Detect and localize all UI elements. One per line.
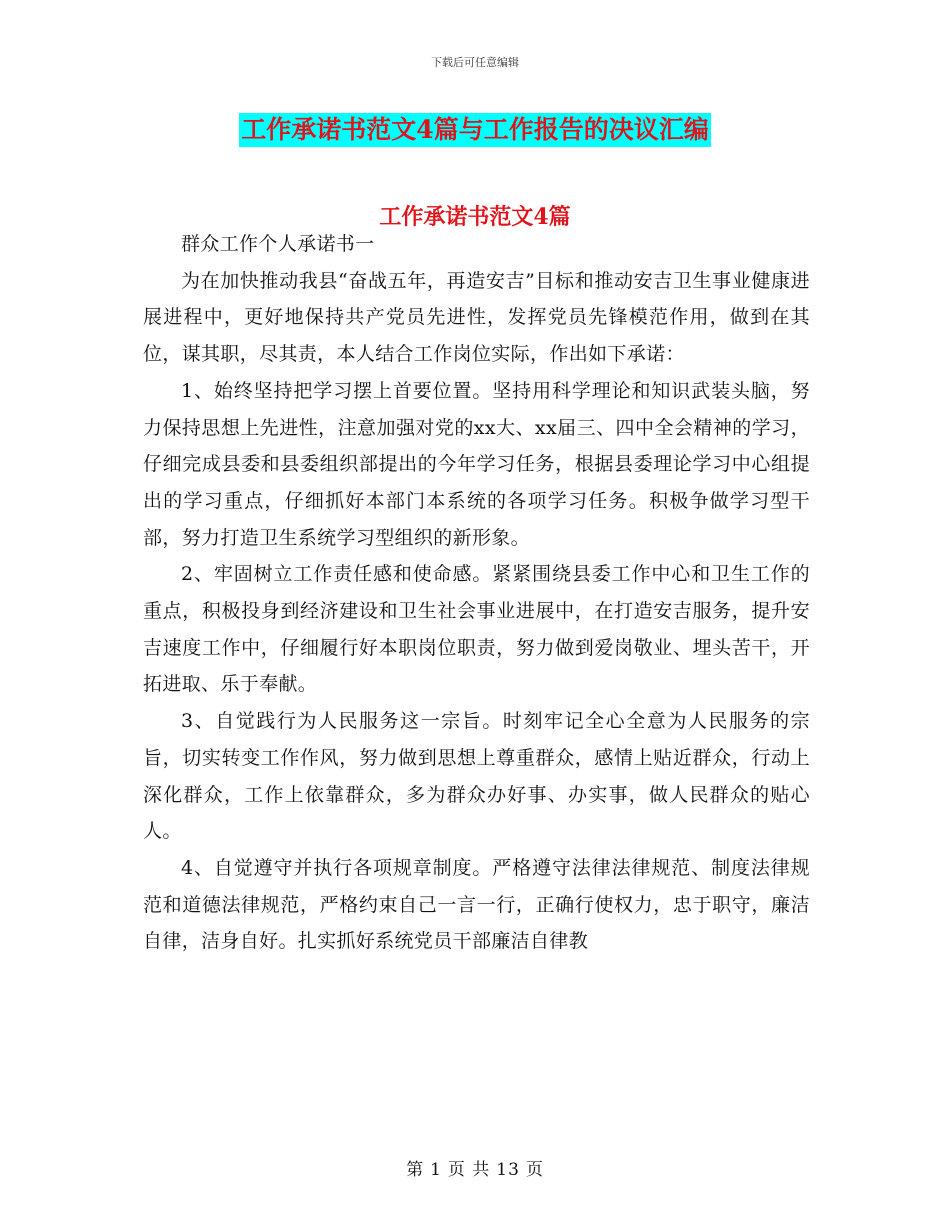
paragraph: 3、自觉践行为人民服务这一宗旨。时刻牢记全心全意为人民服务的宗旨，切实转变工作作风，努力做到思想上尊重群众，感情上贴近群众，行动上深化群众，工作上依靠群众，多为群众办好事、办实事，做人民群众的贴心人。: [143, 710, 810, 843]
page-total: 13: [496, 1160, 520, 1180]
paragraph: 2、牢固树立工作责任感和使命感。紧紧围绕县委工作中心和卫生工作的重点，积极投身到经济建设和卫生社会事业进展中，在打造安吉服务，提升安吉速度工作中，仔细履行好本职岗位职责，努力做到爱岗敬业、埋头苦干，开拓进取、乐于奉献。: [143, 563, 810, 696]
paragraph-heading: 群众工作个人承诺书一: [181, 233, 375, 255]
page-label-suffix: 页: [525, 1160, 544, 1180]
page-label-mid: 页 共: [447, 1160, 491, 1180]
paragraph: 4、自觉遵守并执行各项规章制度。严格遵守法律法律规范、制度法律规范和道德法律规范，严格约束自己一言一行，正确行使权力，忠于职守，廉洁自律，洁身自好。扎实抓好系统党员干部廉洁自律教: [143, 856, 810, 953]
paragraph: 为在加快推动我县“奋战五年，再造安吉”目标和推动安吉卫生事业健康进展进程中，更好地保持共产党员先进性，发挥党员先锋模范作用，做到在其位，谋其职，尽其责，本人结合工作岗位实际，作出如下承诺：: [143, 269, 810, 366]
page-current: 1: [430, 1160, 442, 1180]
section-title: 工作承诺书范文4篇: [379, 204, 571, 230]
page-label-prefix: 第: [406, 1160, 425, 1180]
document-body: [143, 226, 810, 960]
header-note: 下载后可任意编辑: [431, 56, 519, 69]
paragraph: 1、始终坚持把学习摆上首要位置。坚持用科学理论和知识武装头脑，努力保持思想上先进性，注意加强对党的xx大、xx届三、四中全会精神的学习，仔细完成县委和县委组织部提出的今年学习任务，根据县委理论学习中心组提出的学习重点，仔细抓好本部门本系统的各项学习任务。积极争做学习型干部，努力打造卫生系统学习型组织的新形象。: [143, 379, 810, 549]
document-title-text: 工作承诺书范文4篇与工作报告的决议汇编: [239, 113, 710, 147]
document-title: [0, 113, 950, 147]
page-footer: [0, 1155, 950, 1180]
